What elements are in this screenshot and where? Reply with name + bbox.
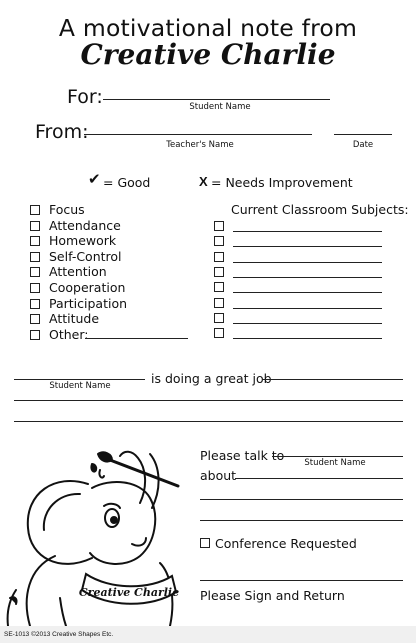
x-mark-icon: X: [199, 174, 208, 189]
legend-good-text: = Good: [103, 175, 151, 190]
about-line-2[interactable]: [200, 499, 403, 500]
from-teacher-caption: Teacher's Name: [166, 140, 234, 150]
about-label: about: [200, 468, 237, 483]
subject-line[interactable]: [233, 338, 382, 339]
title-line1: A motivational note from: [58, 14, 358, 42]
subject-checkbox[interactable]: [214, 221, 224, 231]
trait-checkbox[interactable]: [30, 330, 40, 340]
subject-checkbox[interactable]: [214, 252, 224, 262]
other-line[interactable]: [85, 338, 188, 339]
trait-label: Self-Control: [49, 248, 122, 264]
subject-line[interactable]: [233, 262, 382, 263]
about-line-1[interactable]: [235, 478, 403, 479]
subject-checkbox[interactable]: [214, 282, 224, 292]
for-student-line[interactable]: [103, 99, 330, 100]
subject-line[interactable]: [233, 292, 382, 293]
doing-student-line[interactable]: [14, 379, 145, 380]
legend-needs-text: = Needs Improvement: [211, 175, 353, 190]
comment-line-2[interactable]: [14, 421, 403, 422]
for-student-caption: Student Name: [189, 102, 251, 112]
from-label: From:: [35, 121, 89, 143]
trait-checkbox[interactable]: [30, 221, 40, 231]
trait-checkbox[interactable]: [30, 283, 40, 293]
subject-checkbox[interactable]: [214, 328, 224, 338]
conference-checkbox[interactable]: [200, 538, 210, 548]
subjects-title: Current Classroom Subjects:: [231, 202, 409, 217]
trait-checkbox[interactable]: [30, 299, 40, 309]
trait-label: Cooperation: [49, 280, 126, 295]
doing-line-end[interactable]: [263, 379, 403, 380]
sign-label: Please Sign and Return: [200, 588, 345, 603]
for-label: For:: [67, 86, 103, 108]
conference-label: Conference Requested: [215, 536, 357, 551]
subject-line[interactable]: [233, 323, 382, 324]
about-line-3[interactable]: [200, 520, 403, 521]
please-talk-caption: Student Name: [304, 458, 366, 468]
banner-text: Creative Charlie: [78, 586, 180, 599]
signature-line[interactable]: [200, 580, 403, 581]
doing-text: is doing a great job: [151, 371, 272, 386]
title-line2: Creative Charlie: [80, 38, 336, 71]
check-icon: ✔: [88, 171, 101, 188]
subject-checkbox[interactable]: [214, 236, 224, 246]
trait-checkbox[interactable]: [30, 314, 40, 324]
date-line[interactable]: [334, 134, 392, 135]
trait-checkbox[interactable]: [30, 252, 40, 262]
comment-line-1[interactable]: [14, 400, 403, 401]
from-teacher-line[interactable]: [84, 134, 312, 135]
trait-label: Other:: [49, 326, 89, 342]
elephant-body-left: [27, 556, 55, 626]
doing-student-caption: Student Name: [49, 381, 111, 391]
trait-label: Participation: [49, 295, 128, 311]
subject-checkbox[interactable]: [214, 298, 224, 308]
subject-line[interactable]: [233, 246, 382, 247]
footer: SE-1013 ©2013 Creative Shapes Etc.: [0, 626, 416, 643]
subject-line[interactable]: [233, 308, 382, 309]
trait-checkbox[interactable]: [30, 205, 40, 215]
please-talk-line[interactable]: [272, 456, 403, 457]
trait-checkbox[interactable]: [30, 236, 40, 246]
elephant-illustration: [0, 448, 200, 626]
trait-label: Focus: [49, 202, 85, 217]
date-caption: Date: [352, 140, 374, 150]
trait-label: Attention: [49, 264, 107, 280]
trait-checkbox[interactable]: [30, 267, 40, 277]
trait-label: Attitude: [49, 311, 100, 327]
trait-label: Attendance: [49, 217, 121, 233]
subject-checkbox[interactable]: [214, 267, 224, 277]
subject-checkbox[interactable]: [214, 313, 224, 323]
trait-label: Homework: [49, 233, 117, 249]
please-talk-text: Please talk to: [200, 448, 285, 463]
subject-line[interactable]: [233, 231, 382, 232]
subject-line[interactable]: [233, 277, 382, 278]
